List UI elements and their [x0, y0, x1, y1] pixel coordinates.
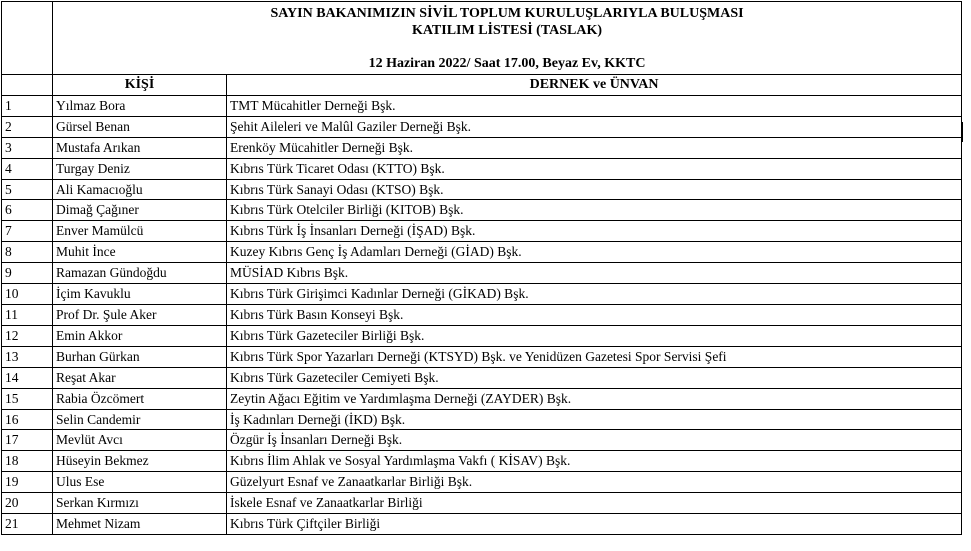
organization-title: Kıbrıs Türk Basın Konseyi Bşk. — [227, 304, 962, 325]
organization-title: Kıbrıs Türk Gazeteciler Birliği Bşk. — [227, 325, 962, 346]
page-edge-mark — [961, 122, 963, 142]
attendance-table — [1, 1, 962, 535]
organization-title: MÜSİAD Kıbrıs Bşk. — [227, 263, 962, 284]
person-name: Hüseyin Bekmez — [53, 451, 227, 472]
organization-title: Kıbrıs Türk Sanayi Odası (KTSO) Bşk. — [227, 179, 962, 200]
row-number: 6 — [2, 200, 53, 221]
organization-title: Kıbrıs İlim Ahlak ve Sosyal Yardımlaşma Vakfı ( KİSAV) Bşk. — [227, 451, 962, 472]
organization-title: Kıbrıs Türk Ticaret Odası (KTTO) Bşk. — [227, 158, 962, 179]
row-number: 16 — [2, 409, 53, 430]
person-name: Gürsel Benan — [53, 116, 227, 137]
person-name: Ramazan Gündoğdu — [53, 263, 227, 284]
table-row — [2, 388, 962, 409]
row-number: 4 — [2, 158, 53, 179]
organization-title: Şehit Aileleri ve Malûl Gaziler Derneği Bşk. — [227, 116, 962, 137]
table-row — [2, 200, 962, 221]
header-row — [2, 2, 962, 75]
organization-title: Kıbrıs Türk Gazeteciler Cemiyeti Bşk. — [227, 367, 962, 388]
header-blank-cell — [2, 2, 53, 75]
person-name: Mustafa Arıkan — [53, 137, 227, 158]
person-name: İçim Kavuklu — [53, 284, 227, 305]
row-number: 19 — [2, 472, 53, 493]
table-row — [2, 451, 962, 472]
organization-title: Kıbrıs Türk Otelciler Birliği (KITOB) Bşk. — [227, 200, 962, 221]
person-name: Selin Candemir — [53, 409, 227, 430]
organization-title: İş Kadınları Derneği (İKD) Bşk. — [227, 409, 962, 430]
table-row — [2, 514, 962, 535]
row-number: 1 — [2, 95, 53, 116]
table-row — [2, 472, 962, 493]
table-row — [2, 158, 962, 179]
person-name: Yılmaz Bora — [53, 95, 227, 116]
table-row — [2, 346, 962, 367]
row-number: 13 — [2, 346, 53, 367]
table-row — [2, 284, 962, 305]
table-row — [2, 493, 962, 514]
organization-title: Kıbrıs Türk Spor Yazarları Derneği (KTSYD) Bşk. ve Yenidüzen Gazetesi Spor Servisi Şefi — [227, 346, 962, 367]
organization-title: Erenköy Mücahitler Derneği Bşk. — [227, 137, 962, 158]
table-row — [2, 242, 962, 263]
organization-title: İskele Esnaf ve Zanaatkarlar Birliği — [227, 493, 962, 514]
person-name: Ulus Ese — [53, 472, 227, 493]
column-header-org: DERNEK ve ÜNVAN — [227, 75, 962, 96]
row-number: 7 — [2, 221, 53, 242]
organization-title: Özgür İş İnsanları Derneği Bşk. — [227, 430, 962, 451]
row-number: 2 — [2, 116, 53, 137]
organization-title: Kıbrıs Türk Çiftçiler Birliği — [227, 514, 962, 535]
organization-title: TMT Mücahitler Derneği Bşk. — [227, 95, 962, 116]
person-name: Mevlüt Avcı — [53, 430, 227, 451]
column-header-number — [2, 75, 53, 96]
person-name: Ali Kamacıoğlu — [53, 179, 227, 200]
person-name: Prof Dr. Şule Aker — [53, 304, 227, 325]
document-title: SAYIN BAKANIMIZIN SİVİL TOPLUM KURULUŞLARIYLA BULUŞMASI — [270, 6, 744, 21]
table-row — [2, 325, 962, 346]
organization-title: Güzelyurt Esnaf ve Zanaatkarlar Birliği Bşk. — [227, 472, 962, 493]
document-subtitle: KATILIM LİSTESİ (TASLAK) — [411, 23, 603, 38]
person-name: Mehmet Nizam — [53, 514, 227, 535]
person-name: Serkan Kırmızı — [53, 493, 227, 514]
row-number: 3 — [2, 137, 53, 158]
column-header-person: KİŞİ — [53, 75, 227, 96]
date-location-line: 12 Haziran 2022/ Saat 17.00, Beyaz Ev, KKTC — [368, 56, 646, 71]
row-number: 10 — [2, 284, 53, 305]
person-name: Muhit İnce — [53, 242, 227, 263]
row-number: 12 — [2, 325, 53, 346]
row-number: 20 — [2, 493, 53, 514]
organization-title: Kıbrıs Türk İş İnsanları Derneği (İŞAD) Bşk. — [227, 221, 962, 242]
organization-title: Kuzey Kıbrıs Genç İş Adamları Derneği (GİAD) Bşk. — [227, 242, 962, 263]
row-number: 5 — [2, 179, 53, 200]
table-row — [2, 409, 962, 430]
person-name: Reşat Akar — [53, 367, 227, 388]
person-name: Turgay Deniz — [53, 158, 227, 179]
row-number: 14 — [2, 367, 53, 388]
table-row — [2, 137, 962, 158]
row-number: 8 — [2, 242, 53, 263]
row-number: 9 — [2, 263, 53, 284]
organization-title: Kıbrıs Türk Girişimci Kadınlar Derneği (GİKAD) Bşk. — [227, 284, 962, 305]
row-number: 21 — [2, 514, 53, 535]
table-row — [2, 179, 962, 200]
table-row — [2, 95, 962, 116]
row-number: 18 — [2, 451, 53, 472]
row-number: 17 — [2, 430, 53, 451]
table-row — [2, 304, 962, 325]
person-name: Enver Mamülcü — [53, 221, 227, 242]
table-row — [2, 221, 962, 242]
person-name: Rabia Özcömert — [53, 388, 227, 409]
person-name: Burhan Gürkan — [53, 346, 227, 367]
column-header-row — [2, 75, 962, 96]
table-row — [2, 263, 962, 284]
table-row — [2, 116, 962, 137]
row-number: 15 — [2, 388, 53, 409]
person-name: Emin Akkor — [53, 325, 227, 346]
title-cell — [53, 2, 962, 75]
person-name: Dimağ Çağıner — [53, 200, 227, 221]
organization-title: Zeytin Ağacı Eğitim ve Yardımlaşma Derneği (ZAYDER) Bşk. — [227, 388, 962, 409]
row-number: 11 — [2, 304, 53, 325]
table-row — [2, 367, 962, 388]
table-row — [2, 430, 962, 451]
